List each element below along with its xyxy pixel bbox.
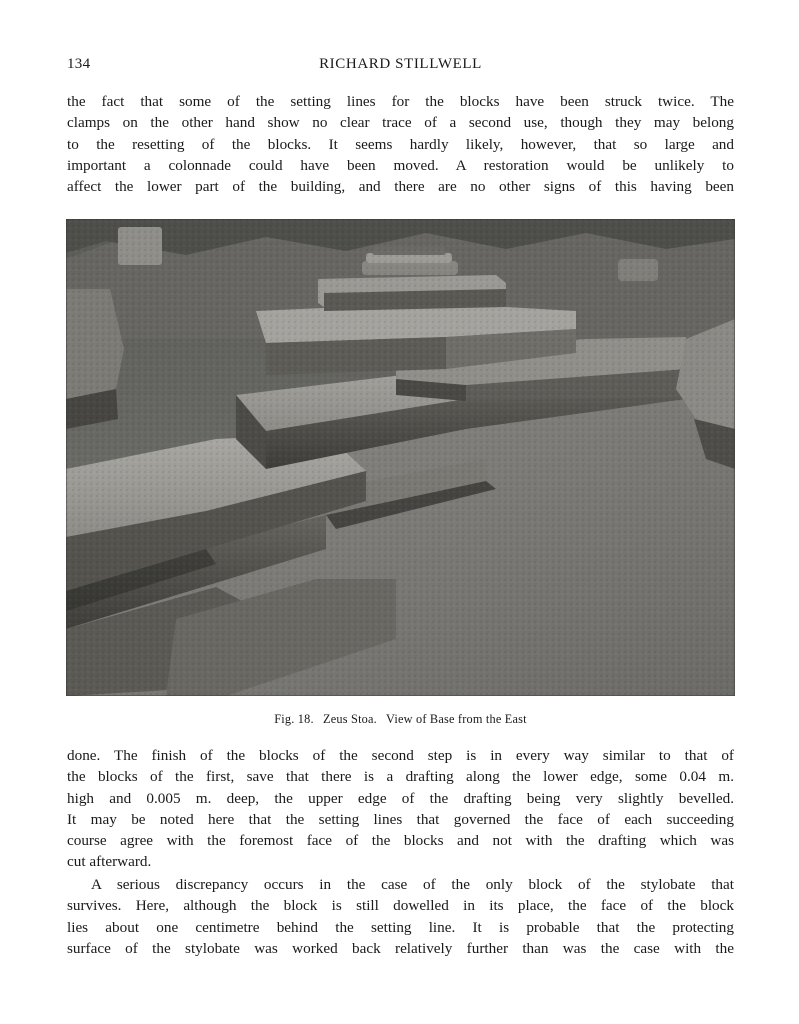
text-line: clamps on the other hand show no clear trace of a second use, though they may belong bbox=[67, 114, 734, 132]
figure-title: Zeus Stoa. bbox=[323, 712, 377, 726]
text-line: high and 0.005 m. deep, the upper edge of the drafting being very slightly bevelled. bbox=[67, 789, 734, 807]
figure-caption bbox=[67, 712, 734, 727]
text-line: the blocks of the first, save that there is a drafting along the lower edge, some 0.04 m. bbox=[67, 768, 734, 786]
figure-description: View of Base from the East bbox=[386, 712, 527, 726]
text-line: the fact that some of the setting lines for the blocks have been struck twice. The bbox=[67, 93, 734, 110]
text-line: surface of the stylobate was worked back relatively further than was the case with the bbox=[67, 939, 734, 957]
text-line: lies about one centimetre behind the setting line. It is probable that the protecting bbox=[67, 918, 734, 936]
running-head: RICHARD STILLWELL bbox=[319, 56, 482, 72]
paragraph-3 bbox=[67, 874, 734, 959]
text-line: course agree with the foremost face of the blocks and not with the drafting which was bbox=[67, 832, 734, 850]
figure-photo-stoa-base bbox=[66, 219, 735, 696]
paragraph-1 bbox=[67, 91, 734, 197]
text-line: It may be noted here that the setting lines that governed the face of each succeeding bbox=[67, 810, 734, 828]
text-line: to the resetting of the blocks. It seems hardly likely, however, that so large and bbox=[67, 135, 734, 153]
text-line: survives. Here, although the block is still dowelled in its place, the face of the block bbox=[67, 897, 734, 915]
text-line: done. The finish of the blocks of the second step is in every way similar to that of bbox=[67, 747, 734, 764]
photo-illustration bbox=[66, 219, 735, 696]
figure-label: Fig. 18. bbox=[274, 712, 314, 726]
text-line: cut afterward. bbox=[67, 853, 152, 871]
text-line: important a colonnade could have been moved. A restoration would be unlikely to bbox=[67, 156, 734, 174]
page-header bbox=[67, 56, 734, 78]
page-number: 134 bbox=[67, 56, 91, 72]
text-line: affect the lower part of the building, and there are no other signs of this having been bbox=[67, 178, 734, 196]
text-line: A serious discrepancy occurs in the case of the only block of the stylobate that bbox=[91, 876, 734, 893]
paragraph-2 bbox=[67, 745, 734, 873]
